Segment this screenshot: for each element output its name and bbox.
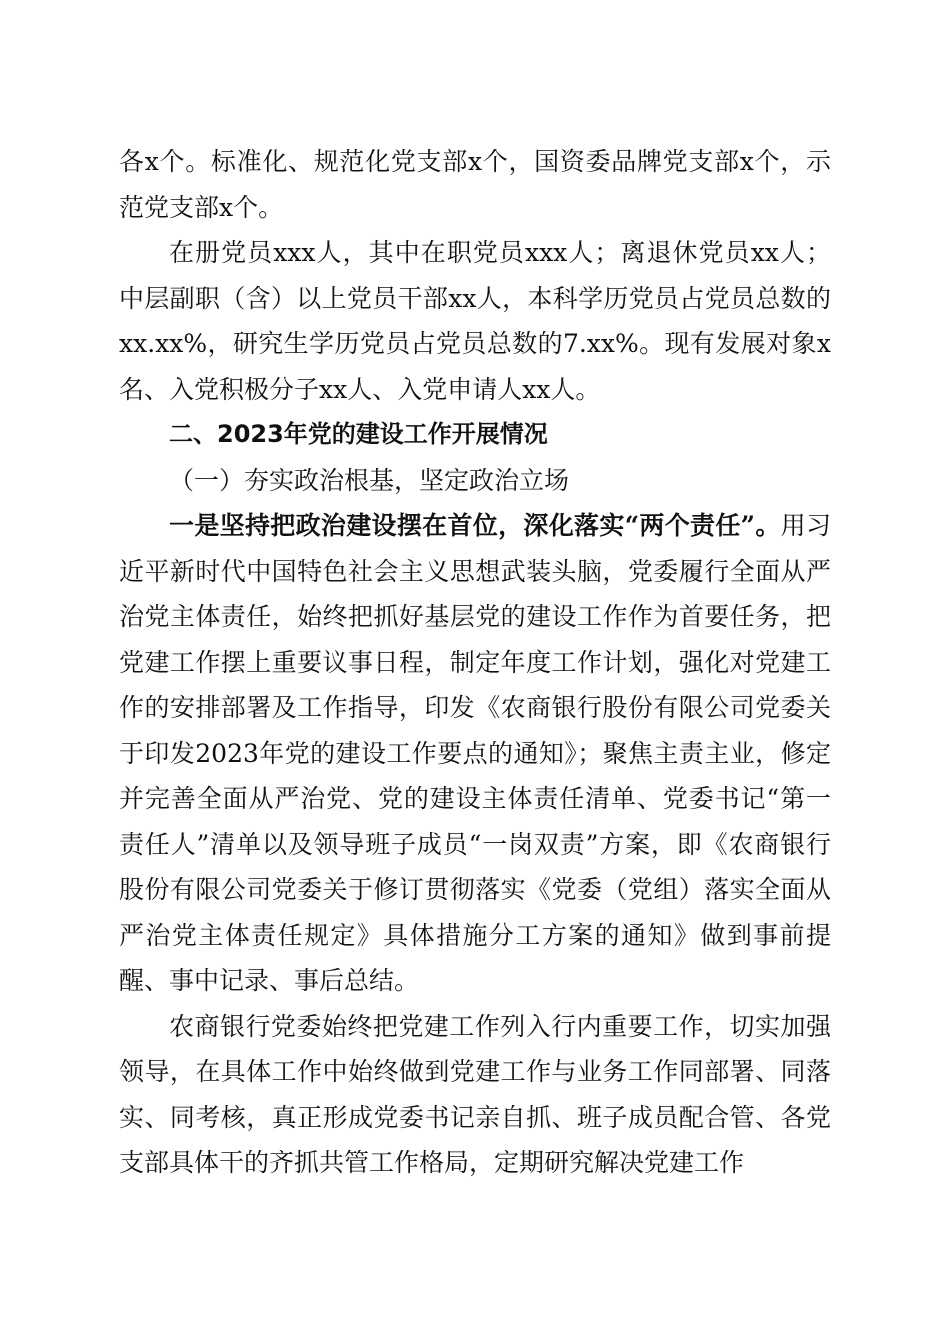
heading-text: （一）夯实政治根基，坚定政治立场 bbox=[169, 465, 570, 495]
paragraph-party-committee-work bbox=[119, 1004, 831, 1186]
subsection-heading bbox=[119, 458, 831, 504]
paragraph-text: 用习近平新时代中国特色社会主义思想武装头脑，党委履行全面从严治党主体责任，始终把抓好基层党的建设工作作为首要任务，把党建工作摆上重要议事日程，制定年度工作计划，强化对党建工作的安排部署及工作指导，印发《农商银行股份有限公司党委关于印发2023年党的建设工作要点的通知》；聚焦主责主业，修定并完善全面从严治党、党的建设主体责任清单、党委书记“第一责任人”清单以及领导班子成员“一岗双责”方案，即《农商银行股份有限公司党委关于修订贯彻落实《党委（党组）落实全面从严治党主体责任规定》具体措施分工方案的通知》做到事前提醒、事中记录、事后总结。 bbox=[119, 511, 831, 995]
paragraph-text: 农商银行党委始终把党建工作列入行内重要工作，切实加强领导，在具体工作中始终做到党建工作与业务工作同部署、同落实、同考核，真正形成党委书记亲自抓、班子成员配合管、各党支部具体干的齐抓共管工作格局，定期研究解决党建工作 bbox=[119, 1011, 831, 1177]
paragraph-member-stats bbox=[119, 230, 831, 412]
paragraph-text: 各x个。标准化、规范化党支部x个，国资委品牌党支部x个，示范党支部x个。 bbox=[119, 147, 831, 222]
paragraph-political-construction bbox=[119, 503, 831, 1004]
section-heading bbox=[119, 412, 831, 458]
paragraph-text: 在册党员xxx人，其中在职党员xxx人；离退休党员xx人；中层副职（含）以上党员干部xx人，本科学历党员占党员总数的xx.xx%，研究生学历党员占党员总数的7.xx%。现有发展对象x名、入党积极分子xx人、入党申请人xx人。 bbox=[119, 238, 831, 404]
document-body bbox=[119, 139, 831, 1186]
paragraph-lead-sentence: 一是坚持把政治建设摆在首位，深化落实“两个责任”。 bbox=[169, 511, 781, 540]
paragraph-branch-counts bbox=[119, 139, 831, 230]
heading-text: 二、2023年党的建设工作开展情况 bbox=[169, 420, 548, 448]
